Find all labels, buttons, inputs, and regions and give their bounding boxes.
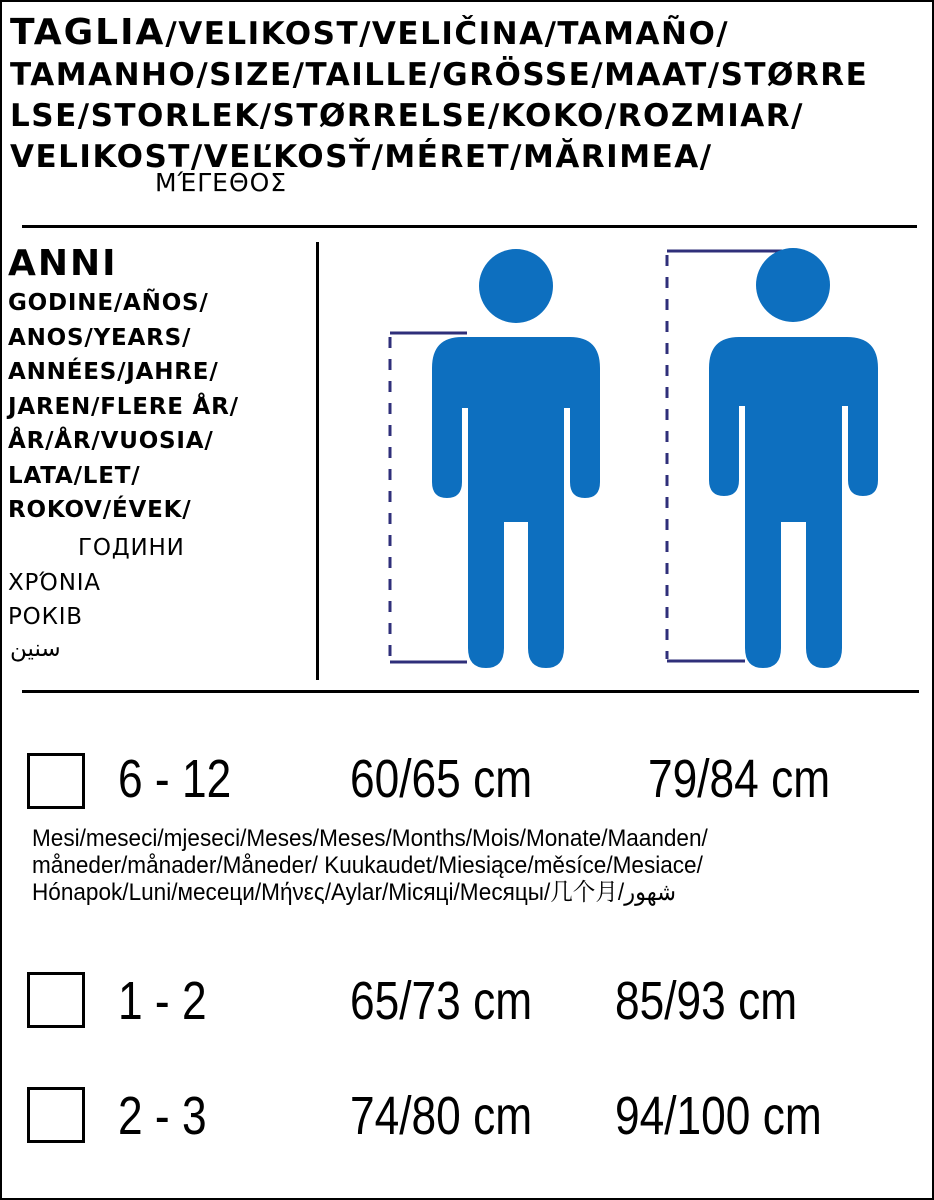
height-range-1: 74/80 cm bbox=[350, 1086, 533, 1146]
size-checkbox[interactable] bbox=[27, 753, 85, 809]
years-line: GODINE/AÑOS/ bbox=[8, 290, 209, 316]
height-range-2: 85/93 cm bbox=[615, 971, 798, 1031]
years-ukrainian: РОКІВ bbox=[8, 604, 83, 630]
size-row bbox=[0, 1085, 934, 1155]
person-icon bbox=[432, 249, 600, 668]
title-line-3: LSE/STORLEK/STØRRELSE/KOKO/ROZMIAR/ bbox=[10, 98, 804, 134]
size-row bbox=[0, 748, 934, 818]
person-icon bbox=[709, 248, 878, 668]
size-title-block bbox=[10, 12, 910, 178]
middle-divider bbox=[22, 690, 919, 693]
title-line-1-rest: /VELIKOST/VELIČINA/TAMAÑO/ bbox=[165, 16, 730, 52]
years-heading: ANNI bbox=[8, 243, 118, 284]
vertical-divider bbox=[316, 242, 319, 680]
height-range-1: 65/73 cm bbox=[350, 971, 533, 1031]
months-note bbox=[32, 825, 912, 906]
years-cyrillic: ГОДИНИ bbox=[78, 535, 185, 561]
height-range-2: 79/84 cm bbox=[648, 749, 831, 809]
size-row bbox=[0, 970, 934, 1040]
years-line: LATA/LET/ bbox=[8, 462, 141, 489]
title-lead: TAGLIA bbox=[10, 12, 166, 53]
years-line: ROKOV/ÉVEK/ bbox=[8, 497, 192, 523]
years-line: ÅR/ÅR/VUOSIA/ bbox=[8, 428, 214, 454]
size-checkbox[interactable] bbox=[27, 1087, 85, 1143]
title-line-1 bbox=[10, 12, 910, 55]
size-checkbox[interactable] bbox=[27, 972, 85, 1028]
age-range: 6 - 12 bbox=[118, 749, 232, 809]
years-line: JAREN/FLERE ÅR/ bbox=[8, 393, 239, 420]
years-line: ANNÉES/JAHRE/ bbox=[8, 359, 219, 385]
age-range: 1 - 2 bbox=[118, 971, 207, 1031]
title-greek: ΜΈΓΕΘΟΣ bbox=[155, 168, 288, 197]
years-greek: ΧΡΌΝΙΑ bbox=[8, 570, 101, 596]
months-line-3: Hónapok/Luni/месеци/Μήνες/Aylar/Місяці/Месяцы/几个月/شهور bbox=[32, 879, 677, 906]
title-line-4: VELIKOST/VEĽKOSŤ/MÉRET/MĂRIMEA/ bbox=[10, 139, 713, 175]
years-line: ANOS/YEARS/ bbox=[8, 324, 192, 351]
years-arabic: سنين bbox=[10, 636, 61, 662]
age-range: 2 - 3 bbox=[118, 1086, 207, 1146]
months-line-2: måneder/månader/Måneder/ Kuukaudet/Miesiące/měsíce/Mesiace/ bbox=[32, 852, 703, 879]
months-line-1: Mesi/meseci/mjeseci/Meses/Meses/Months/Mois/Monate/Maanden/ bbox=[32, 825, 708, 852]
height-range-2: 94/100 cm bbox=[615, 1086, 822, 1146]
years-block bbox=[8, 244, 308, 528]
title-line-2: TAMANHO/SIZE/TAILLE/GRÖSSE/MAAT/STØRRE bbox=[10, 57, 869, 93]
years-lines bbox=[8, 286, 308, 528]
height-diagram bbox=[380, 240, 900, 680]
top-divider bbox=[22, 225, 917, 228]
height-range-1: 60/65 cm bbox=[350, 749, 533, 809]
